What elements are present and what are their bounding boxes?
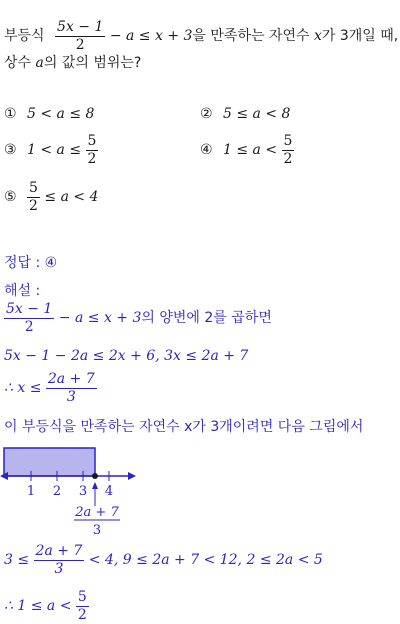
question-inequality: − a ≤ x + 3: [109, 28, 193, 45]
question-fraction: [55, 20, 105, 52]
marker-numerator: 2a + 7: [75, 505, 119, 520]
question-var-x: x: [313, 28, 322, 45]
fraction-numerator: 5: [283, 133, 293, 149]
question-prefix: 부등식: [4, 28, 45, 45]
option-1[interactable]: [4, 106, 94, 122]
solution-step-2: 5x − 1 − 2a ≤ 2x + 6, 3x ≤ 2a + 7: [4, 348, 249, 364]
number-line-diagram: [0, 440, 150, 540]
step5-post: < 4, 9 ≤ 2a + 7 < 12, 2 ≤ 2a < 5: [88, 552, 323, 569]
boundary-point: [92, 473, 98, 479]
fraction-numerator: 5x − 1: [57, 19, 104, 35]
option-text: 1 < a ≤: [27, 142, 82, 159]
question-line2-prefix: 상수: [4, 55, 32, 71]
option-fraction: [27, 181, 40, 213]
fraction-denominator: 2: [75, 36, 85, 53]
step5-fraction: [34, 544, 85, 576]
question-line2-end: 의 값의 범위는?: [43, 55, 142, 71]
fraction-denominator: 3: [66, 388, 76, 405]
tick-label: 4: [104, 484, 114, 499]
step1-fraction: [4, 302, 54, 334]
option-number: ④: [200, 142, 213, 159]
option-text: 5 < a ≤ 8: [27, 106, 95, 122]
solution-label: 해설 :: [4, 283, 41, 299]
step3-prefix: ∴ x ≤: [4, 380, 42, 397]
question-var-a: a: [35, 55, 44, 71]
solution-step-5: [4, 544, 323, 576]
solution-region: [4, 448, 95, 476]
question-middle-text: 을 만족하는 자연수: [192, 28, 310, 45]
fraction-denominator: 3: [54, 560, 64, 577]
fraction-denominator: 2: [77, 606, 87, 623]
step1-text: 의 양변에 2를 곱하면: [141, 310, 272, 327]
tick-label: 1: [26, 484, 36, 499]
fraction-numerator: 2a + 7: [47, 371, 95, 387]
fraction-numerator: 5x − 1: [6, 301, 53, 317]
step3-fraction: [46, 372, 97, 404]
tick-label: 3: [78, 484, 88, 499]
option-4[interactable]: [200, 134, 294, 166]
fraction-numerator: 5: [29, 180, 38, 196]
fraction-denominator: 2: [24, 318, 34, 335]
question-line-1: [4, 20, 398, 52]
fraction-numerator: 5: [77, 589, 87, 605]
answer-value: ④: [44, 255, 58, 271]
option-text: 5 ≤ a < 8: [223, 106, 291, 122]
option-5[interactable]: [4, 181, 98, 213]
option-number: ②: [200, 106, 213, 122]
step5-prefix: 3 ≤: [4, 552, 30, 569]
question-line-2: [4, 52, 141, 72]
marker-denominator: 3: [92, 523, 102, 538]
answer-label: 정답 :: [4, 255, 41, 271]
option-number: ⑤: [4, 189, 17, 206]
option-number: ①: [4, 106, 17, 122]
right-arrow-icon: [128, 472, 136, 480]
step6-fraction: [76, 590, 89, 622]
option-fraction: [282, 134, 295, 166]
fraction-numerator: 5: [87, 133, 97, 149]
step6-prefix: ∴ 1 ≤ a <: [4, 598, 72, 615]
solution-step-6: [4, 590, 89, 622]
option-2[interactable]: [200, 106, 290, 122]
solution-step-4: 이 부등식을 만족하는 자연수 x가 3개이려면 다음 그림에서: [4, 419, 364, 435]
marker-arrow-icon: [92, 482, 98, 489]
step1-inequality: − a ≤ x + 3: [58, 310, 142, 327]
solution-step-1: [4, 302, 272, 334]
solution-step-3: [4, 372, 97, 404]
option-number: ③: [4, 142, 17, 159]
fraction-denominator: 2: [283, 150, 293, 167]
option-text: 1 ≤ a <: [223, 142, 278, 159]
fraction-numerator: 2a + 7: [35, 543, 83, 559]
tick-label: 2: [52, 484, 62, 499]
answer-line: [4, 252, 57, 272]
fraction-denominator: 2: [29, 197, 38, 214]
option-fraction: [86, 134, 99, 166]
question-end-text: 가 3개일 때,: [321, 28, 399, 45]
option-3[interactable]: [4, 134, 98, 166]
fraction-denominator: 2: [87, 150, 97, 167]
option-text: ≤ a < 4: [44, 189, 99, 206]
